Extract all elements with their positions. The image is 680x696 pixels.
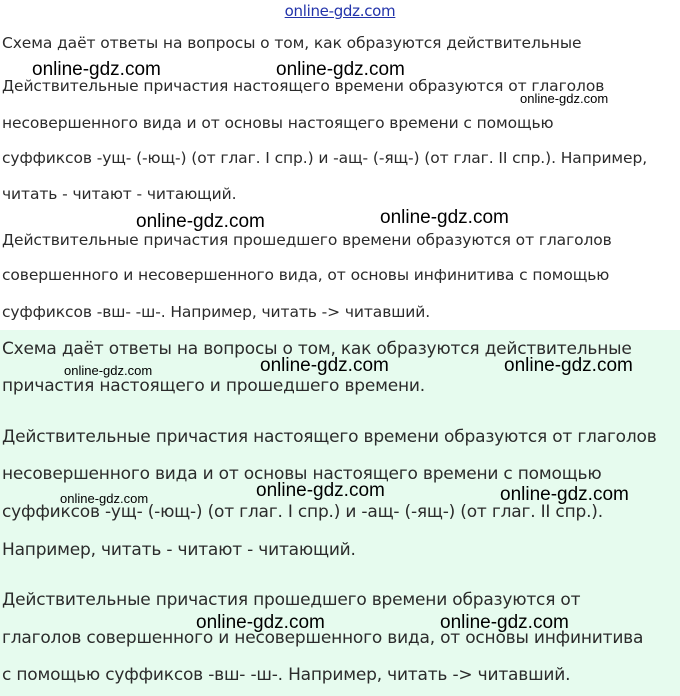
watermark: online-gdz.com xyxy=(276,59,405,80)
text-line: совершенного и несовершенного вида, от основы инфинитива с помощью xyxy=(2,266,610,284)
text-line: причастия настоящего и прошедшего времени. xyxy=(2,376,425,396)
text-line: Схема даёт ответы на вопросы о том, как образуются действительные xyxy=(2,339,632,359)
highlighted-answer-block xyxy=(0,330,680,696)
text-line: Например, читать - читают - читающий. xyxy=(2,540,356,560)
watermark: online-gdz.com xyxy=(260,355,389,376)
text-line: с помощью суффиксов -вш- -ш-. Например, читать -> читавший. xyxy=(2,665,571,685)
text-line: глаголов совершенного и несовершенного вида, от основы инфинитива xyxy=(2,628,644,648)
watermark: online-gdz.com xyxy=(520,91,609,106)
watermark: online-gdz.com xyxy=(440,612,569,633)
text-line: читать - читают - читающий. xyxy=(2,185,237,203)
site-header-link[interactable]: online-gdz.com xyxy=(284,2,396,20)
text-line: суффиксов -ущ- (-ющ-) (от глаг. I спр.) и -ащ- (-ящ-) (от глаг. II спр.). xyxy=(2,502,603,522)
text-line: Схема даёт ответы на вопросы о том, как образуются действительные xyxy=(2,34,582,52)
watermark: online-gdz.com xyxy=(256,480,385,501)
text-line: несовершенного вида и от основы настоящего времени с помощью xyxy=(2,464,602,484)
watermark: online-gdz.com xyxy=(196,612,325,633)
text-line: Действительные причастия настоящего времени образуются от глаголов xyxy=(2,427,657,447)
text-line: суффиксов -ущ- (-ющ-) (от глаг. I спр.) и -ащ- (-ящ-) (от глаг. II спр.). Например, xyxy=(2,149,648,167)
watermark: online-gdz.com xyxy=(500,484,629,505)
text-line: суффиксов -вш- -ш-. Например, читать -> читавший. xyxy=(2,303,431,321)
text-line: Действительные причастия прошедшего времени образуются от xyxy=(2,590,581,610)
text-line: Действительные причастия прошедшего времени образуются от глаголов xyxy=(2,231,612,249)
text-line: несовершенного вида и от основы настоящего времени с помощью xyxy=(2,114,554,132)
watermark: online-gdz.com xyxy=(32,59,161,80)
watermark: online-gdz.com xyxy=(504,355,633,376)
watermark: online-gdz.com xyxy=(380,207,509,228)
text-line: Действительные причастия настоящего времени образуются от глаголов xyxy=(2,77,605,95)
watermark: online-gdz.com xyxy=(64,363,153,378)
top-text-block xyxy=(0,0,680,330)
watermark: online-gdz.com xyxy=(136,211,265,232)
watermark: online-gdz.com xyxy=(60,491,149,506)
